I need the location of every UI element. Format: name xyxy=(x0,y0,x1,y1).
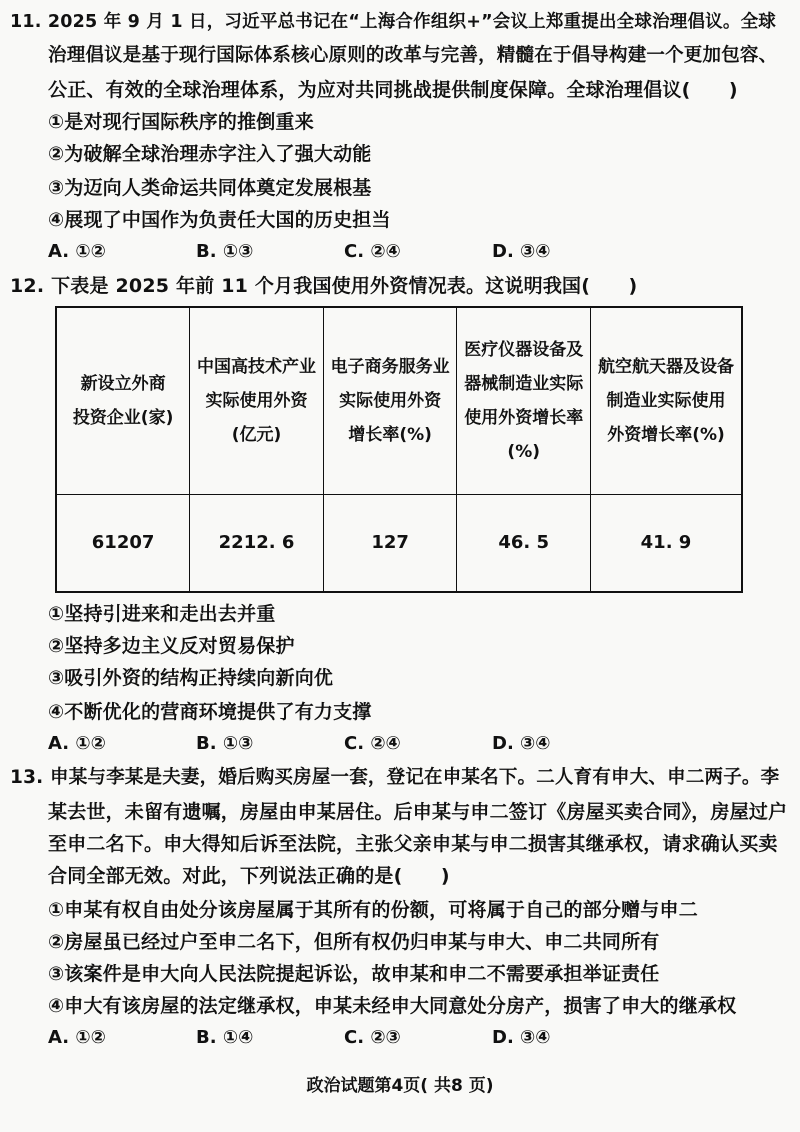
q13-option-d[interactable]: D. ③④ xyxy=(492,1027,551,1048)
header-text: (%) xyxy=(507,442,540,462)
q11-option-d[interactable]: D. ③④ xyxy=(492,241,551,262)
header-text: 使用外资增长率 xyxy=(464,408,584,428)
q11-statement-3: ③为迈向人类命运共同体奠定发展根基 xyxy=(48,177,372,199)
header-cell-new-enterprises xyxy=(56,307,190,495)
value-cell-aerospace-growth: 41. 9 xyxy=(590,495,742,593)
header-text: 器械制造业实际 xyxy=(464,374,584,394)
q12-statement-4: ④不断优化的营商环境提供了有力支撑 xyxy=(48,701,372,723)
q11-statement-2: ②为破解全球治理赤字注入了强大动能 xyxy=(48,143,372,165)
q12-option-c[interactable]: C. ②④ xyxy=(344,733,401,754)
q13-statement-3: ③该案件是申大向人民法院提起诉讼，故申某和申二不需要承担举证责任 xyxy=(48,963,660,985)
header-text: 增长率(%) xyxy=(348,425,432,445)
q11-option-c[interactable]: C. ②④ xyxy=(344,241,401,262)
q12-statement-3: ③吸引外资的结构正持续向新向优 xyxy=(48,667,334,689)
q12-option-a[interactable]: A. ①② xyxy=(48,733,106,754)
header-text: 新设立外商 xyxy=(80,374,166,394)
q11-option-b[interactable]: B. ①③ xyxy=(196,241,254,262)
header-text: 外资增长率(%) xyxy=(607,425,725,445)
header-text: (亿元) xyxy=(231,425,282,445)
page-footer: 政治试题第4页( 共8 页) xyxy=(306,1076,494,1096)
header-cell-ecommerce-growth xyxy=(323,307,457,495)
q13-option-b[interactable]: B. ①④ xyxy=(196,1027,254,1048)
header-text: 制造业实际使用 xyxy=(606,391,726,411)
value-cell-medical-growth: 46. 5 xyxy=(457,495,591,593)
value-cell-new-enterprises: 61207 xyxy=(56,495,190,593)
q11-stem-line-2: 治理倡议是基于现行国际体系核心原则的改革与完善，精髓在于倡导构建一个更加包容、 xyxy=(48,45,778,66)
q11-option-a[interactable]: A. ①② xyxy=(48,241,106,262)
q12-statement-2: ②坚持多边主义反对贸易保护 xyxy=(48,635,295,657)
header-text: 航空航天器及设备 xyxy=(597,357,734,377)
table-header-row xyxy=(56,307,742,495)
q12-option-b[interactable]: B. ①③ xyxy=(196,733,254,754)
q13-stem-line-1: 13. 申某与李某是夫妻，婚后购买房屋一套，登记在申某名下。二人育有申大、申二两子。李 xyxy=(10,767,780,788)
q11-stem-line-3: 公正、有效的全球治理体系，为应对共同挑战提供制度保障。全球治理倡议( ) xyxy=(48,79,738,101)
q12-statement-1: ①坚持引进来和走出去并重 xyxy=(48,603,276,625)
q11-stem-line-1: 11. 2025 年 9 月 1 日，习近平总书记在“上海合作组织+”会议上郑重提出全球治理倡议。全球 xyxy=(10,12,776,32)
header-cell-medical-growth xyxy=(457,307,591,495)
q13-option-a[interactable]: A. ①② xyxy=(48,1027,106,1048)
value-cell-ecommerce-growth: 127 xyxy=(323,495,457,593)
foreign-investment-table xyxy=(55,306,743,593)
q13-option-c[interactable]: C. ②③ xyxy=(344,1027,401,1048)
q13-stem-line-3: 至申二名下。申大得知后诉至法院，主张父亲申某与申二损害其继承权，请求确认买卖 xyxy=(48,833,778,855)
q12-option-d[interactable]: D. ③④ xyxy=(492,733,551,754)
header-cell-aerospace-growth xyxy=(590,307,742,495)
q13-stem-line-4: 合同全部无效。对此，下列说法正确的是( ) xyxy=(48,865,450,887)
q13-statement-1: ①申某有权自由处分该房屋属于其所有的份额，可将属于自己的部分赠与申二 xyxy=(48,899,698,921)
header-cell-hightech-fdi xyxy=(190,307,324,495)
header-text: 实际使用外资 xyxy=(339,391,442,411)
q13-stem-line-2: 某去世，未留有遗嘱，房屋由申某居住。后申某与申二签订《房屋买卖合同》，房屋过户 xyxy=(48,801,788,823)
q12-stem: 12. 下表是 2025 年前 11 个月我国使用外资情况表。这说明我国( ) xyxy=(10,275,638,297)
header-text: 电子商务服务业 xyxy=(330,357,450,377)
q13-statement-4: ④申大有该房屋的法定继承权，申某未经申大同意处分房产，损害了申大的继承权 xyxy=(48,995,737,1017)
q11-statement-4: ④展现了中国作为负责任大国的历史担当 xyxy=(48,209,391,231)
header-text: 中国高技术产业 xyxy=(197,357,317,377)
header-text: 投资企业(家) xyxy=(72,408,174,428)
value-cell-hightech-fdi: 2212. 6 xyxy=(190,495,324,593)
header-text: 实际使用外资 xyxy=(205,391,308,411)
q13-statement-2: ②房屋虽已经过户至申二名下，但所有权仍归申某与申大、申二共同所有 xyxy=(48,931,660,953)
header-text: 医疗仪器设备及 xyxy=(464,340,584,360)
q11-statement-1: ①是对现行国际秩序的推倒重来 xyxy=(48,111,314,133)
table-value-row xyxy=(56,495,742,593)
